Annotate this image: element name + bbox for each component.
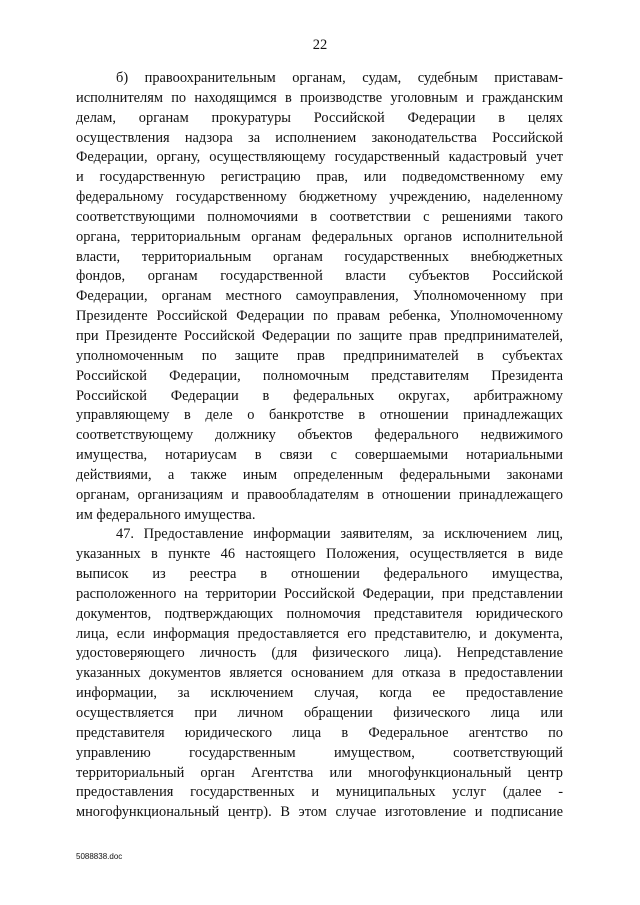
text-line: многофункциональный центр). В этом случае изготовление и подписание [76, 804, 563, 821]
text-line: б) правоохранительным органам, судам, судебным приставам- [116, 70, 563, 86]
paragraph-47 [76, 525, 563, 823]
text-line: при Президенте Российской Федерации по защите прав предпринимателей, [76, 327, 563, 344]
text-line: Федерации, органу, осуществляющему государственный кадастровый учет [76, 149, 563, 166]
text-line: Российской Федерации в федеральных округах, арбитражному [76, 387, 563, 404]
text-line: органам, организациям и правообладателям в отношении принадлежащего [76, 486, 563, 503]
text-line: расположенного на территории Российской Федерации, при представлении [76, 585, 563, 602]
text-line: имущества, нотариусам в связи с совершаемыми нотариальными [76, 447, 563, 464]
text-line: управлению государственным имуществом, соответствующий [76, 744, 563, 761]
text-line: уполномоченным по защите прав предпринимателей в субъектах [76, 347, 563, 364]
text-line: управляющему в деле о банкротстве в отношении принадлежащих [76, 407, 563, 424]
text-line: представителя юридического лица в Федеральное агентство по [76, 724, 563, 741]
document-file-code: 5088838.doc [76, 852, 123, 861]
text-line: исполнителям по находящимся в производстве уголовным и гражданским [76, 89, 563, 106]
text-line: указанных документов является основанием для отказа в предоставлении [76, 665, 563, 682]
text-line: информации, за исключением случая, когда ее предоставление [76, 685, 563, 702]
text-line: делам, органам прокуратуры Российской Федерации в целях [76, 109, 563, 126]
text-line: им федерального имущества. [76, 506, 256, 523]
text-line: документов, подтверждающих полномочия представителя юридического [76, 605, 563, 622]
text-line: предоставления государственных и муниципальных услуг (далее - [76, 784, 563, 801]
text-line: соответствующему должнику объектов федерального недвижимого [76, 427, 563, 444]
text-line: Федерации, органам местного самоуправления, Уполномоченному при [76, 288, 563, 305]
text-line: власти, территориальным органам государственных внебюджетных [76, 248, 563, 265]
text-line: фондов, органам государственной власти субъектов Российской [76, 268, 563, 285]
text-line: Президенте Российской Федерации по правам ребенка, Уполномоченному [76, 308, 563, 325]
text-line: осуществляется при личном обращении физического лица или [76, 705, 563, 721]
page-number: 22 [312, 37, 328, 53]
text-line: выписок из реестра в отношении федерального имущества, [76, 566, 563, 583]
text-line: удостоверяющего личность (для физического лица). Непредставление [76, 645, 563, 662]
text-line: и государственную регистрацию прав, или подведомственному ему [76, 169, 563, 186]
text-line: действиями, а также иным определенным федеральными законами [76, 466, 563, 483]
text-line: федеральному государственному бюджетному учреждению, наделенному [76, 189, 563, 206]
text-line: органа, территориальным органам федеральных органов исполнительной [76, 228, 563, 245]
document-body [76, 69, 563, 823]
text-line: осуществления надзора за исполнением законодательства Российской [76, 129, 563, 146]
text-line: территориальный орган Агентства или многофункциональный центр [76, 764, 563, 781]
text-line: лица, если информация предоставляется его представителю, и документа, [76, 625, 563, 642]
text-line: указанных в пункте 46 настоящего Положения, осуществляется в виде [76, 546, 563, 563]
text-line: Российской Федерации, полномочным представителям Президента [76, 367, 563, 384]
paragraph-b [76, 69, 563, 525]
text-line: соответствующими полномочиями в соответствии с решениями такого [76, 208, 563, 225]
text-line: 47. Предоставление информации заявителям, за исключением лиц, [116, 526, 563, 543]
